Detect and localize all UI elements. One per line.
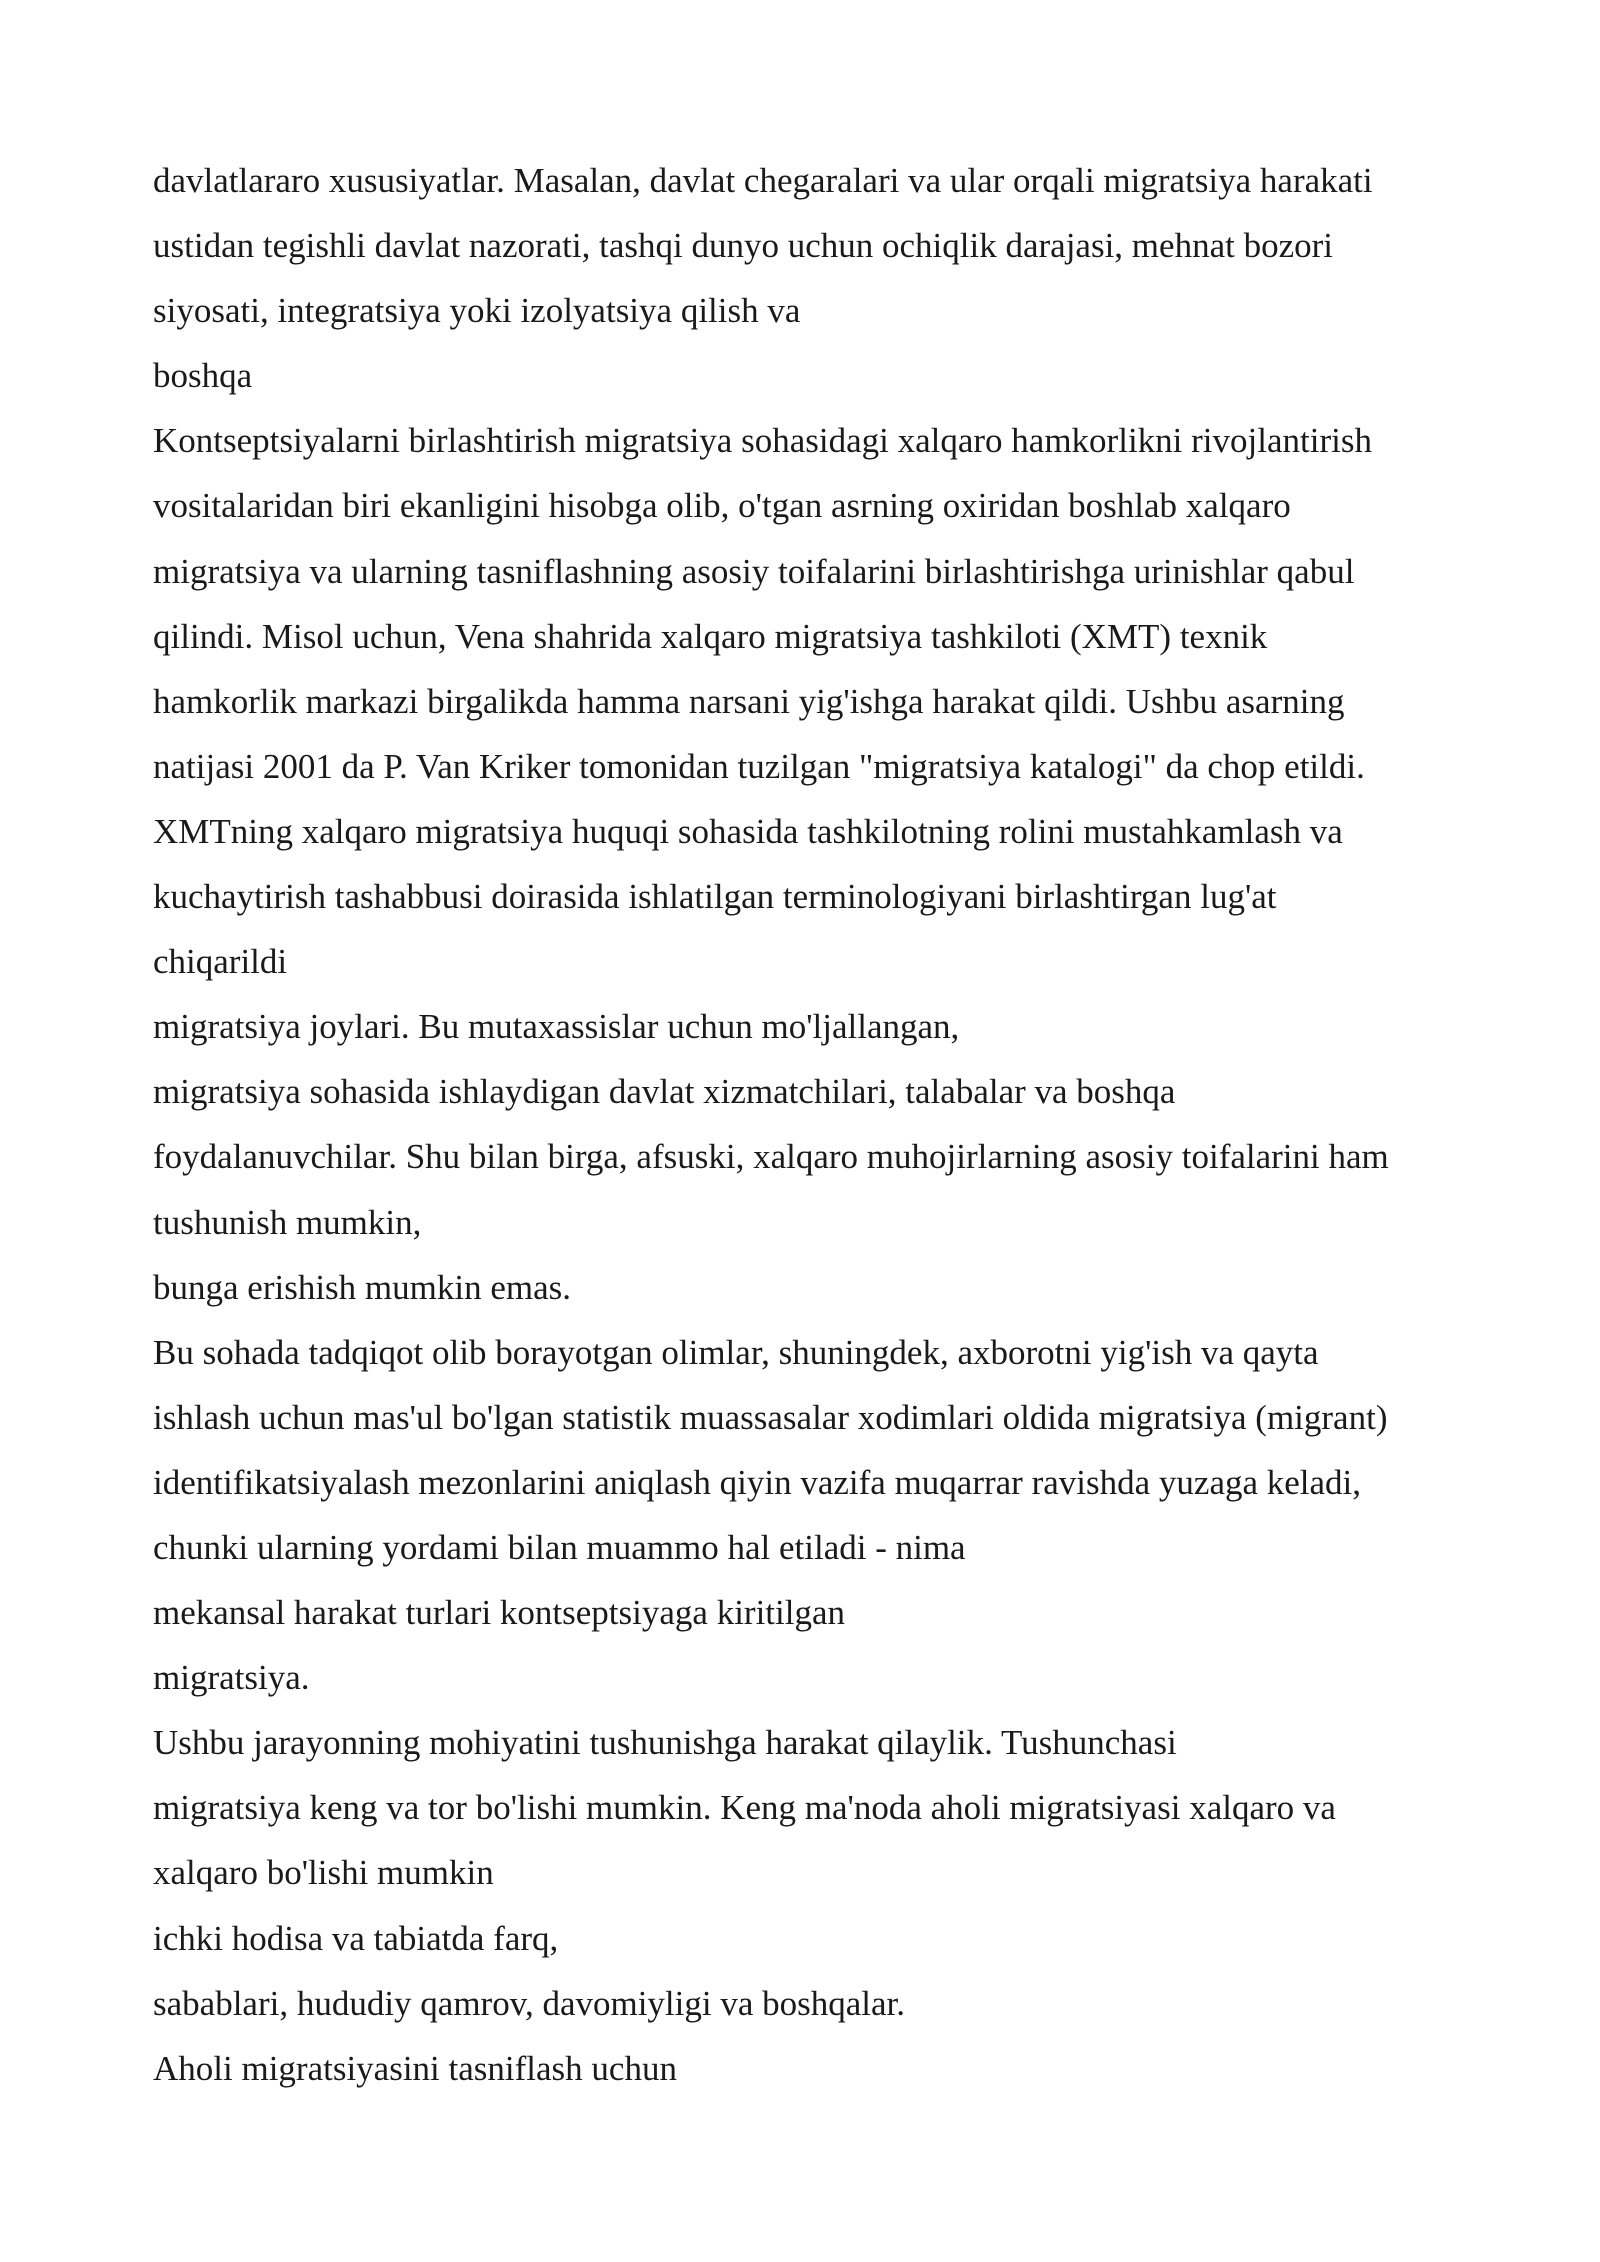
text-line: qilindi. Misol uchun, Vena shahrida xalqaro migratsiya tashkiloti (XMT) texnik	[153, 616, 1268, 656]
text-line: migratsiya va ularning tasniflashning asosiy toifalarini birlashtirishga urinishlar qabul	[153, 551, 1355, 591]
text-line: bunga erishish mumkin emas.	[153, 1267, 572, 1307]
text-line: chunki ularning yordami bilan muammo hal etiladi - nima	[153, 1527, 966, 1567]
text-line: migratsiya sohasida ishlaydigan davlat xizmatchilari, talabalar va boshqa	[153, 1072, 1176, 1112]
text-line: migratsiya.	[153, 1658, 310, 1698]
text-line: siyosati, integratsiya yoki izolyatsiya qilish va	[153, 291, 801, 331]
document-body	[153, 148, 1493, 2101]
text-line: sabablari, hududiy qamrov, davomiyligi va boshqalar.	[153, 1983, 906, 2023]
text-line: Kontseptsiyalarni birlashtirish migratsiya sohasidagi xalqaro hamkorlikni rivojlantirish	[153, 421, 1372, 461]
text-line: natijasi 2001 da P. Van Kriker tomonidan tuzilgan "migratsiya katalogi" da chop etildi.	[153, 746, 1365, 786]
text-line: ishlash uchun mas'ul bo'lgan statistik muassasalar xodimlari oldida migratsiya (migrant)	[153, 1397, 1388, 1437]
text-line: kuchaytirish tashabbusi doirasida ishlatilgan terminologiyani birlashtirgan lug'at	[153, 877, 1277, 917]
text-line: ustidan tegishli davlat nazorati, tashqi dunyo uchun ochiqlik darajasi, mehnat bozori	[153, 226, 1333, 266]
text-line: ichki hodisa va tabiatda farq,	[153, 1918, 559, 1958]
text-line: chiqarildi	[153, 942, 288, 982]
text-line: boshqa	[153, 356, 253, 396]
text-line: Ushbu jarayonning mohiyatini tushunishga harakat qilaylik. Tushunchasi	[153, 1723, 1177, 1763]
text-line: davlatlararo xususiyatlar. Masalan, davlat chegaralari va ular orqali migratsiya harakati	[153, 161, 1373, 200]
text-line: XMTning xalqaro migratsiya huquqi sohasida tashkilotning rolini mustahkamlash va	[153, 811, 1343, 851]
text-line: migratsiya joylari. Bu mutaxassislar uchun mo'ljallangan,	[153, 1007, 960, 1047]
text-line: xalqaro bo'lishi mumkin	[153, 1853, 494, 1893]
text-line: vositalaridan biri ekanligini hisobga olib, o'tgan asrning oxiridan boshlab xalqaro	[153, 486, 1291, 526]
text-line: identifikatsiyalash mezonlarini aniqlash qiyin vazifa muqarrar ravishda yuzaga keladi,	[153, 1462, 1362, 1502]
text-line: Bu sohada tadqiqot olib borayotgan olimlar, shuningdek, axborotni yig'ish va qayta	[153, 1332, 1319, 1372]
text-line: migratsiya keng va tor bo'lishi mumkin. Keng ma'noda aholi migratsiyasi xalqaro va	[153, 1788, 1336, 1828]
text-line: mekansal harakat turlari kontseptsiyaga kiritilgan	[153, 1593, 846, 1633]
text-line: tushunish mumkin,	[153, 1202, 422, 1242]
text-line: Aholi migratsiyasini tasniflash uchun	[153, 2048, 677, 2088]
text-line: foydalanuvchilar. Shu bilan birga, afsuski, xalqaro muhojirlarning asosiy toifalarini ham	[153, 1137, 1389, 1177]
text-line: hamkorlik markazi birgalikda hamma narsani yig'ishga harakat qildi. Ushbu asarning	[153, 681, 1345, 721]
